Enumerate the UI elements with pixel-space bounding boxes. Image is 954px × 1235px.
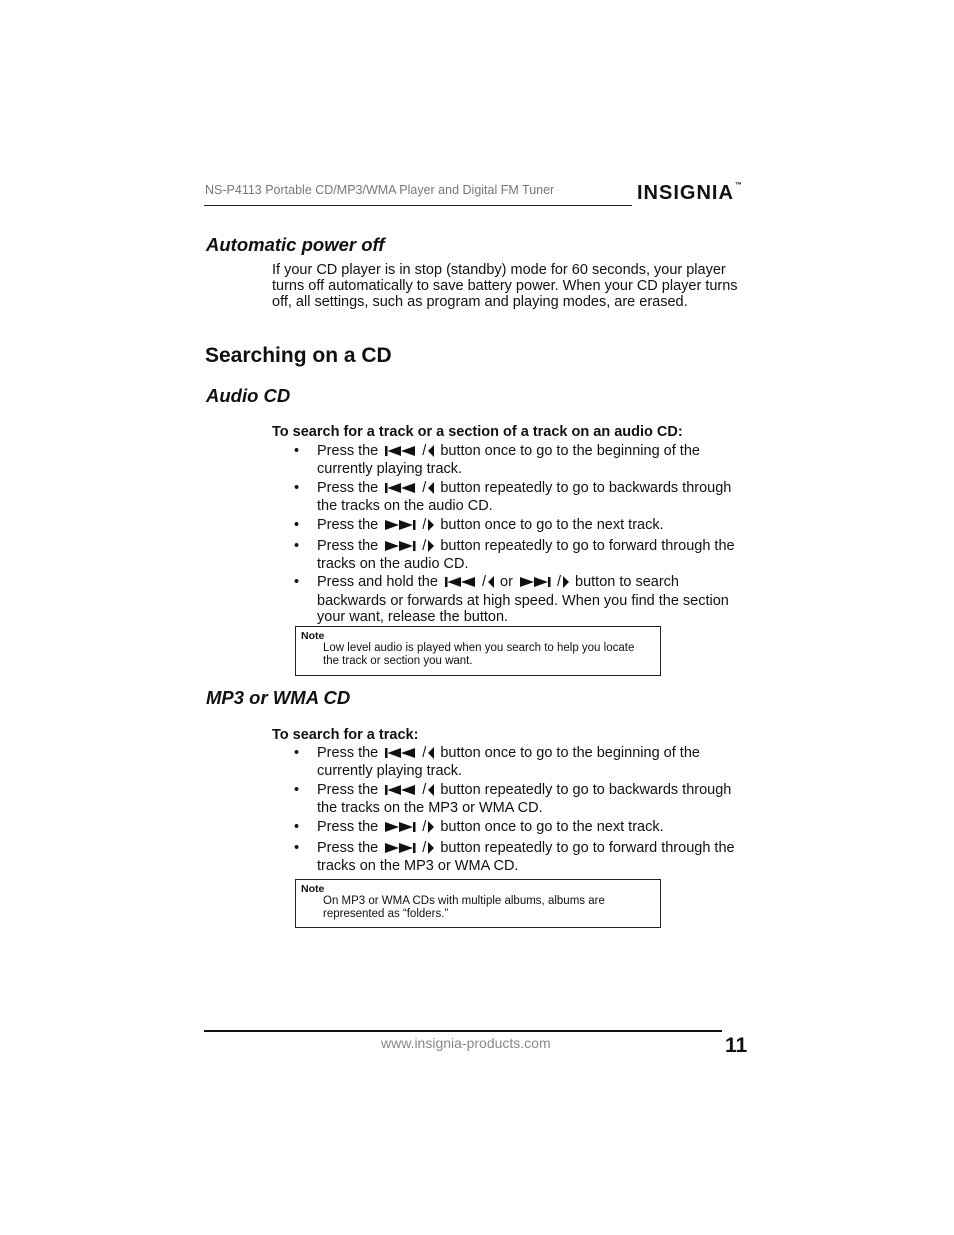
list-item: • Press the / button repeatedly to go to backwards through the tracks on the audio CD. [294, 479, 732, 515]
list-item: • Press the / button once to go to the beginning of the currently playing track. [294, 443, 700, 478]
paragraph-automatic-power-off: If your CD player is in stop (standby) mode for 60 seconds, your player turns off automatically to save battery power. When your CD player turns off, all settings, such as program and playing modes, are erased. [272, 262, 738, 311]
chevron-left-icon [488, 576, 494, 592]
bullet: • [294, 781, 300, 798]
skip-back-icon [384, 482, 420, 498]
note-label: Note [301, 883, 325, 895]
heading-automatic-power-off: Automatic power off [206, 234, 385, 255]
heading-searching-on-a-cd: Searching on a CD [205, 344, 392, 367]
skip-back-icon [384, 445, 420, 461]
mp3-cd-procedure-lead: To search for a track: [272, 727, 419, 743]
chevron-left-icon [428, 747, 434, 763]
footer-rule [204, 1030, 722, 1032]
skip-forward-icon [519, 576, 555, 592]
footer-url: www.insignia-products.com [381, 1035, 551, 1051]
list-item: • Press the / button once to go to the next track. [272, 517, 742, 535]
bullet: • [294, 537, 300, 554]
chevron-left-icon [428, 784, 434, 800]
trademark-symbol: ™ [734, 182, 743, 189]
chevron-right-icon [428, 842, 434, 858]
list-item: • Press the / button once to go to the next track. [272, 819, 742, 837]
skip-back-icon [384, 784, 420, 800]
chevron-right-icon [428, 821, 434, 837]
chevron-left-icon [428, 445, 434, 461]
heading-mp3-or-wma-cd: MP3 or WMA CD [206, 687, 351, 708]
note-box-mp3-cd [295, 879, 661, 928]
chevron-right-icon [563, 576, 569, 592]
skip-back-icon [384, 747, 420, 763]
note-label: Note [301, 630, 325, 642]
skip-forward-icon [384, 842, 420, 858]
logo-text: INSIGNIA [637, 182, 734, 204]
chevron-right-icon [428, 540, 434, 556]
bullet: • [294, 574, 300, 591]
skip-forward-icon [384, 519, 420, 535]
list-item: • Press the / button repeatedly to go to forward through the tracks on the audio CD. [294, 537, 735, 572]
bullet: • [294, 745, 300, 761]
chevron-right-icon [428, 519, 434, 535]
list-item: • Press the / button repeatedly to go to backwards through the tracks on the MP3 or WMA CD. [294, 781, 732, 817]
note-text: On MP3 or WMA CDs with multiple albums, albums are represented as “folders.” [323, 895, 605, 920]
list-item: • Press the / button repeatedly to go to forward through the tracks on the MP3 or WMA CD. [294, 839, 735, 874]
insignia-logo [637, 182, 743, 205]
bullet: • [294, 839, 300, 856]
bullet: • [294, 516, 300, 533]
list-item: • Press and hold the / or / button to search backwards or forwards at high speed. When you find the section your want, release the button. [294, 574, 729, 625]
page-number: 11 [725, 1034, 748, 1057]
heading-audio-cd: Audio CD [206, 385, 291, 406]
skip-forward-icon [384, 540, 420, 556]
audio-cd-procedure-lead: To search for a track or a section of a track on an audio CD: [272, 424, 683, 440]
audio-cd-steps [272, 443, 742, 628]
running-header-title: NS-P4113 Portable CD/MP3/WMA Player and Digital FM Tuner [205, 183, 555, 197]
list-item: • Press the / button once to go to the beginning of the currently playing track. [294, 745, 700, 780]
note-box-audio-cd [295, 626, 661, 676]
bullet: • [294, 443, 300, 459]
note-text: Low level audio is played when you search to help you locate the track or section you want. [323, 642, 635, 667]
header-rule [204, 205, 632, 206]
bullet: • [294, 479, 300, 496]
mp3-cd-steps [272, 745, 742, 876]
skip-back-icon [444, 576, 480, 592]
chevron-left-icon [428, 482, 434, 498]
skip-forward-icon [384, 821, 420, 837]
bullet: • [294, 818, 300, 835]
